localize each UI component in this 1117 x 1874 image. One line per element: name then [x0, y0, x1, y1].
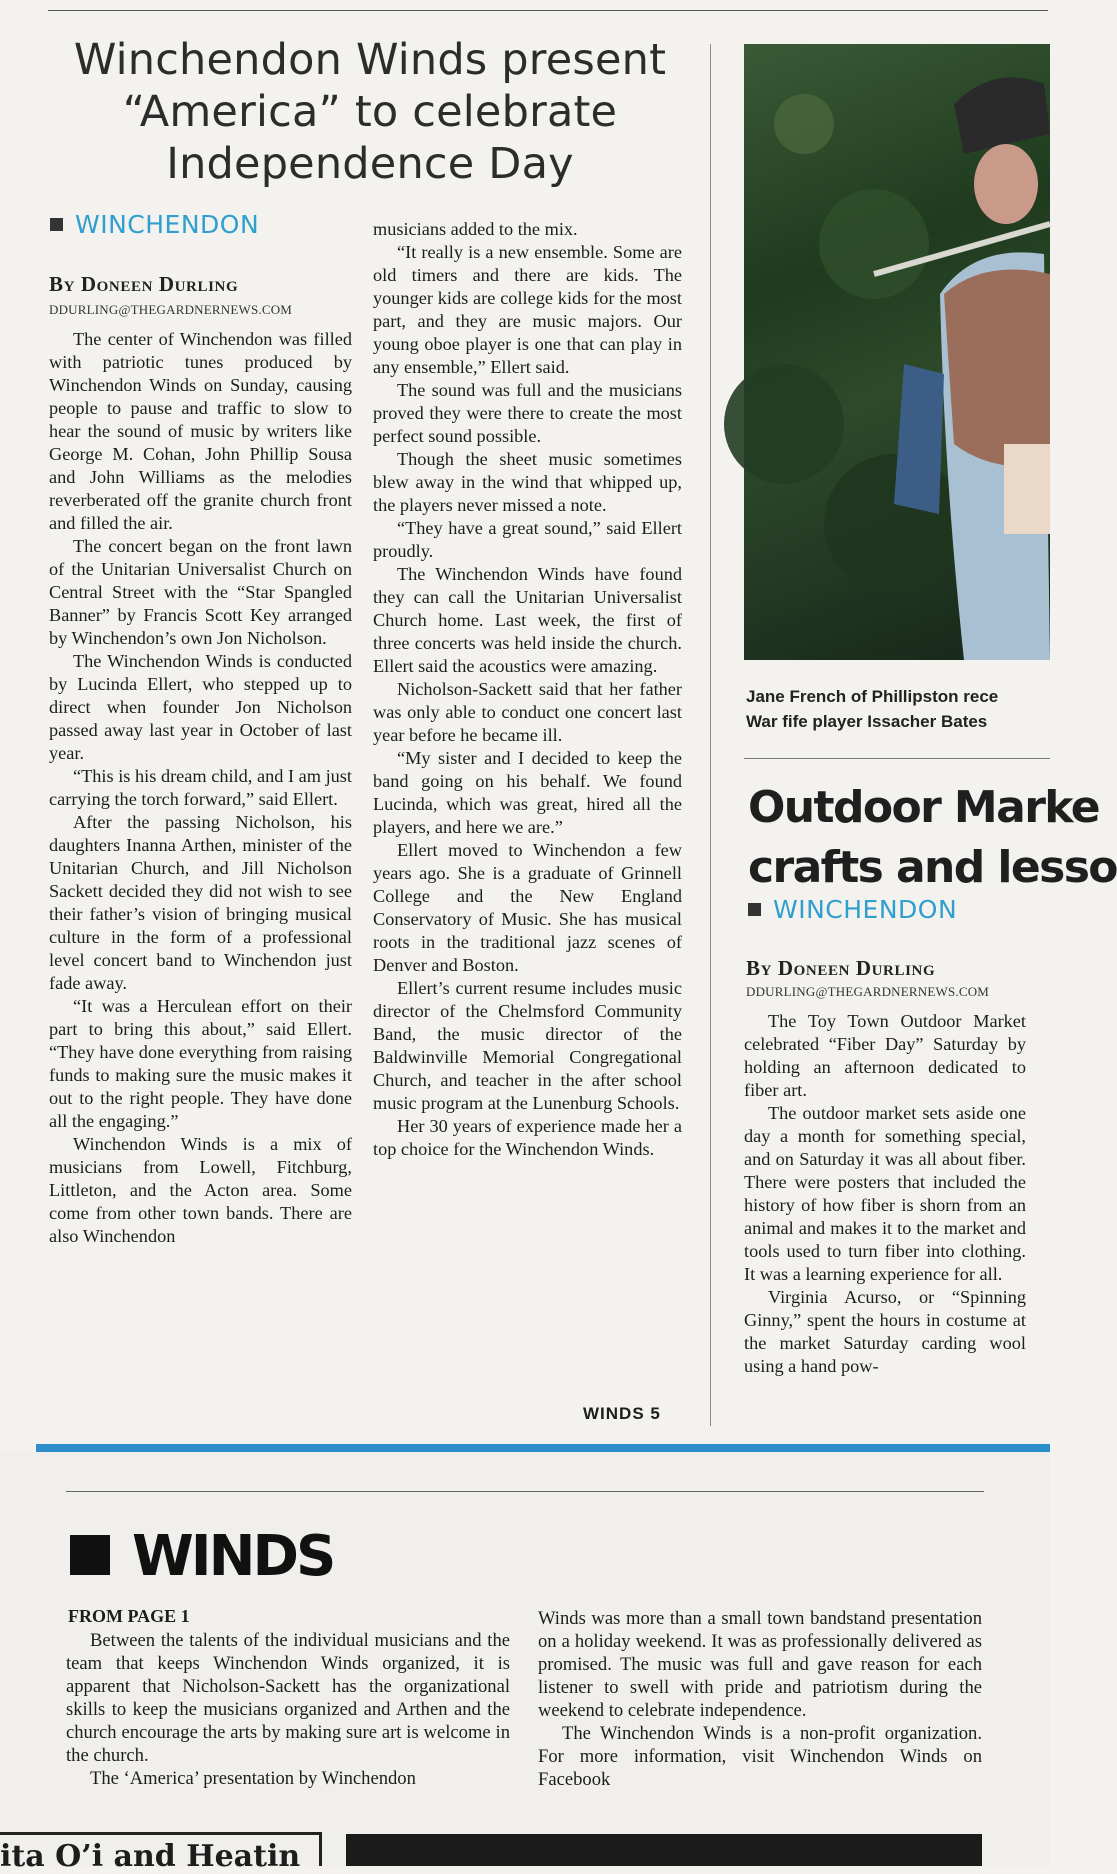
paragraph: Ellert moved to Winchendon a few years ago. She is a graduate of Grinnell College and the New England Conservatory of Music. She has musical roots in the traditional jazz scenes of Denver and Boston. [373, 840, 682, 975]
paragraph: “It really is a new ensemble. Some are old timers and there are kids. The younger kids are college kids for the most part, and they are music majors. Our young oboe player is one that can play in any ensemble,” Ellert said. [373, 242, 682, 377]
paragraph: Between the talents of the individual musicians and the team that keeps Winchendon Winds organized, it is apparent that Nicholson-Sackett has the organizational skills to keep the musicians organized and Arthen and the church encourage the arts by making sure art is welcome in the church. [66, 1630, 510, 1766]
advertisement-right [346, 1834, 982, 1866]
lower-rule [66, 1491, 984, 1492]
second-headline [748, 778, 1117, 898]
paragraph: Nicholson-Sackett said that her father was only able to conduct one concert last year before he became ill. [373, 679, 682, 745]
article-column-3 [744, 1010, 1026, 1378]
paragraph: The Winchendon Winds have found they can call the Unitarian Universalist Church home. Last week, the first of three concerts was held inside the church. Ellert said the acoustics were amazing. [373, 564, 682, 676]
headline-line: Independence Day [166, 139, 574, 189]
dateline-text: WINCHENDON [773, 895, 958, 924]
photo-caption [746, 684, 1050, 734]
paragraph: “My sister and I decided to keep the band going on his behalf. We found Lucinda, which was great, hired all the players, and here we are.” [373, 748, 682, 837]
continuation-column-2 [538, 1607, 982, 1791]
photo-illustration [744, 44, 1050, 660]
byline: By Doneen Durling [49, 272, 239, 296]
square-bullet-icon [50, 218, 63, 231]
paragraph: Though the sheet music sometimes blew away in the wind that whipped up, the players never missed a note. [373, 449, 682, 515]
dateline-2 [748, 895, 957, 924]
headline-line: “America” to celebrate [122, 87, 618, 137]
headline-line: crafts and lesso [748, 842, 1117, 893]
paragraph: Ellert’s current resume includes music director of the Chelmsford Community Band, the music director of the Baldwinville Memorial Congregational Church, and teacher in the after school music program at the Lunenburg Schools. [373, 978, 682, 1113]
paragraph: The sound was full and the musicians proved they were there to create the most perfect sound possible. [373, 380, 682, 446]
section-band [36, 1444, 1050, 1452]
advertisement-text: ita O’i and Heatin [0, 1839, 301, 1874]
continuation-headline-text: WINDS [132, 1524, 334, 1589]
paragraph: The ‘America’ presentation by Winchendon [90, 1768, 416, 1789]
dateline-text: WINCHENDON [75, 210, 260, 239]
photo [744, 44, 1050, 660]
article-headline [40, 34, 700, 190]
paragraph: “They have a great sound,” said Ellert proudly. [373, 518, 682, 561]
paragraph: The outdoor market sets aside one day a month for something special, and on Saturday it was all about fiber. There were posters that included the history of how fiber is shorn from an animal and makes it to the market and tools used to turn fiber into clothing. It was a learning experience for all. [744, 1103, 1026, 1284]
dateline [50, 210, 259, 239]
paragraph: musicians added to the mix. [373, 219, 578, 239]
paragraph: Her 30 years of experience made her a top choice for the Winchendon Winds. [373, 1116, 682, 1159]
paragraph: The concert began on the front lawn of the Unitarian Universalist Church on Central Street with the “Star Spangled Banner” by Francis Scott Key arranged by Winchendon’s own Jon Nicholson. [49, 536, 352, 648]
column-rule [710, 44, 711, 1426]
paragraph: The Winchendon Winds is a non-profit organization. For more information, visit Winchendon Winds on Facebook [538, 1723, 982, 1790]
square-bullet-icon [70, 1535, 110, 1575]
paragraph: Winds was more than a small town bandstand presentation on a holiday weekend. It was as professionally delivered as promised. The music was full and gave reason for each listener to swell with pride and patriotism during the weekend to celebrate independence. [538, 1608, 982, 1721]
advertisement-left [0, 1832, 322, 1874]
headline-line: Winchendon Winds present [73, 35, 667, 85]
from-page: FROM PAGE 1 [68, 1606, 190, 1626]
square-bullet-icon [748, 903, 761, 916]
article-column-2 [373, 218, 682, 1161]
paragraph: The center of Winchendon was filled with patriotic tunes produced by Winchendon Winds on Sunday, causing people to pause and traffic to slow to hear the sound of music by writers like George M. Cohan, John Phillip Sousa and John Williams as the melodies reverberated off the granite church front and filled the air. [49, 329, 352, 533]
byline-email: DDURLING@THEGARDNERNEWS.COM [49, 302, 293, 317]
headline-line: Outdoor Marke [748, 782, 1100, 833]
paragraph: The Winchendon Winds is conducted by Lucinda Ellert, who stepped up to direct when founder Jon Nicholson passed away last year in October of last year. [49, 651, 352, 763]
section-divider [744, 758, 1050, 759]
continuation-headline [70, 1524, 333, 1589]
continuation-column-1 [66, 1629, 510, 1790]
article-column-1 [49, 328, 352, 1248]
jump-line: WINDS 5 [583, 1404, 661, 1423]
paragraph: “This is his dream child, and I am just carrying the torch forward,” said Ellert. [49, 766, 352, 809]
paragraph: Virginia Acurso, or “Spinning Ginny,” spent the hours in costume at the market Saturday carding wool using a hand pow- [744, 1287, 1026, 1376]
byline-email-2: DDURLING@THEGARDNERNEWS.COM [746, 984, 990, 999]
paragraph: Winchendon Winds is a mix of musicians from Lowell, Fitchburg, Littleton, and the Acton area. Some come from other town bands. There are also Winchendon [49, 1134, 352, 1246]
paragraph: “It was a Herculean effort on their part to bring this about,” said Ellert. “They have done everything from raising funds to making sure the music makes it out to the right people. They have done all the engaging.” [49, 996, 352, 1131]
top-rule [48, 10, 1048, 11]
byline-2: By Doneen Durling [746, 956, 936, 980]
paragraph: The Toy Town Outdoor Market celebrated “Fiber Day” Saturday by holding an afternoon dedicated to fiber art. [744, 1011, 1026, 1100]
paragraph: After the passing Nicholson, his daughters Inanna Arthen, minister of the Unitarian Church, and Jill Nicholson Sackett decided they did not wish to see their father’s vision of bringing musical culture in the form of a professional level concert band to Winchendon just fade away. [49, 812, 352, 993]
caption-line: Jane French of Phillipston rece [746, 687, 999, 706]
caption-line: War fife player Issacher Bates [746, 712, 988, 731]
